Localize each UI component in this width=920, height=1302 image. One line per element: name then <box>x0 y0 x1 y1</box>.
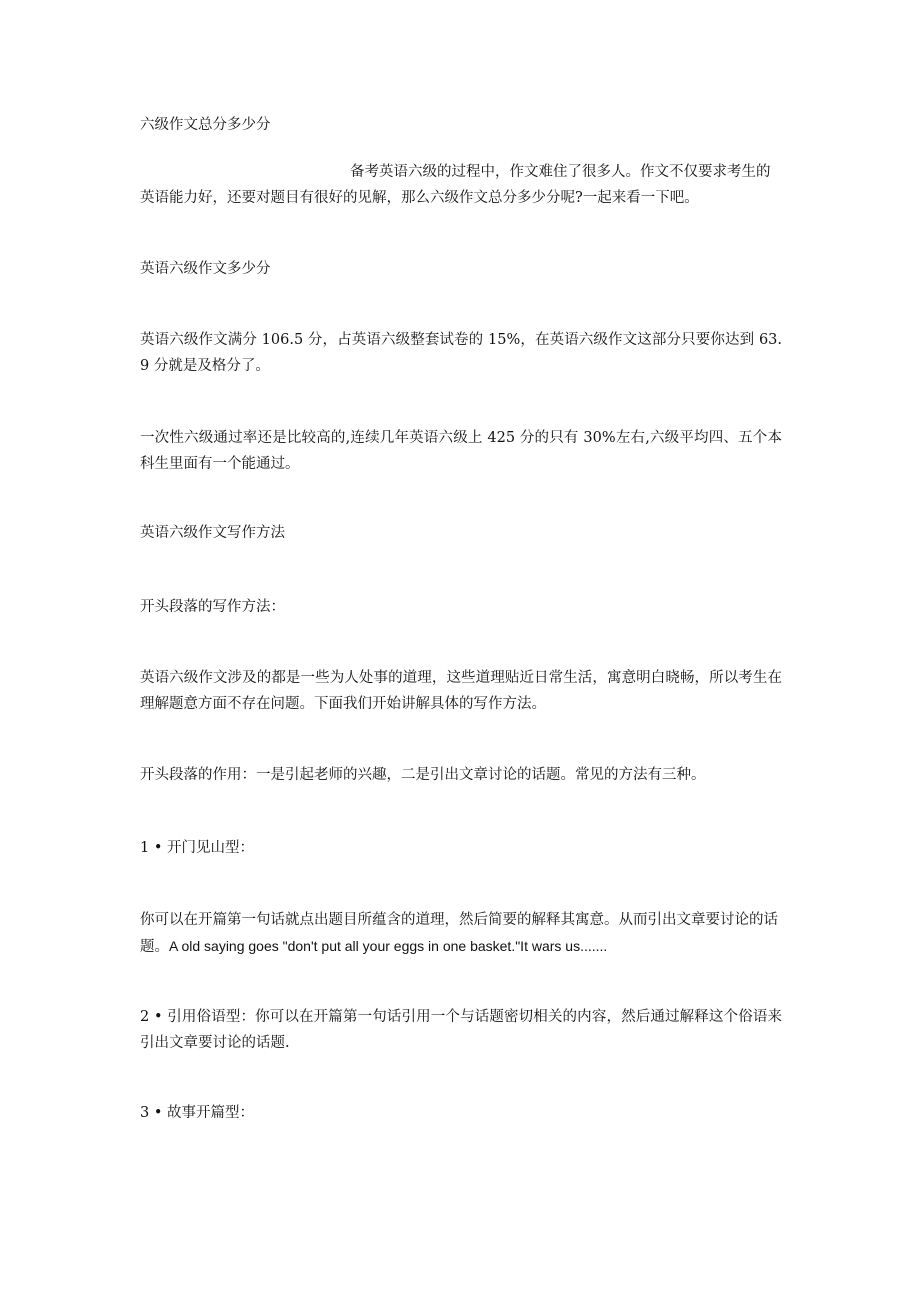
section-score-heading: 英语六级作文多少分 <box>140 261 271 277</box>
opening-method-paragraph: 英语六级作文涉及的都是一些为人处事的道理，这些道理贴近日常生活，寓意明白晓畅，所以考生在理解题意方面不存在问题。下面我们开始讲解具体的写作方法。 <box>140 670 782 712</box>
method-item-1-text-en: A old saying goes "don't put all your eggs in one basket."It wars us....... <box>169 938 608 954</box>
opening-role-paragraph: 开头段落的作用：一是引起老师的兴趣，二是引出文章讨论的话题。常见的方法有三种。 <box>140 767 706 783</box>
intro-paragraph: 备考英语六级的过程中，作文难住了很多人。作文不仅要求考生的英语能力好，还要对题目有很好的见解，那么六级作文总分多少分呢?一起来看一下吧。 <box>140 164 771 206</box>
section-method-heading: 英语六级作文写作方法 <box>140 525 285 541</box>
method-item-2-paragraph: 2 • 引用俗语型：你可以在开篇第一句话引用一个与话题密切相关的内容，然后通过解释这个俗语来引出文章要讨论的话题. <box>140 1009 782 1051</box>
method-item-1-paragraph <box>140 907 782 960</box>
pass-rate-paragraph: 一次性六级通过率还是比较高的,连续几年英语六级上 425 分的只有 30%左右,六级平均四、五个本科生里面有一个能通过。 <box>140 430 782 472</box>
score-paragraph: 英语六级作文满分 106.5 分，占英语六级整套试卷的 15%，在英语六级作文这部分只要你达到 63.9 分就是及格分了。 <box>140 332 782 374</box>
method-item-1-text-cn: 你可以在开篇第一句话就点出题目所蕴含的道理，然后简要的解释其寓意。从而引出文章要讨论的话题。 <box>140 912 778 955</box>
method-item-1-label: 1 • 开门见山型： <box>140 840 254 856</box>
method-item-3-label: 3 • 故事开篇型： <box>140 1105 254 1121</box>
opening-method-heading: 开头段落的写作方法： <box>140 599 285 615</box>
document-title: 六级作文总分多少分 <box>140 117 271 133</box>
